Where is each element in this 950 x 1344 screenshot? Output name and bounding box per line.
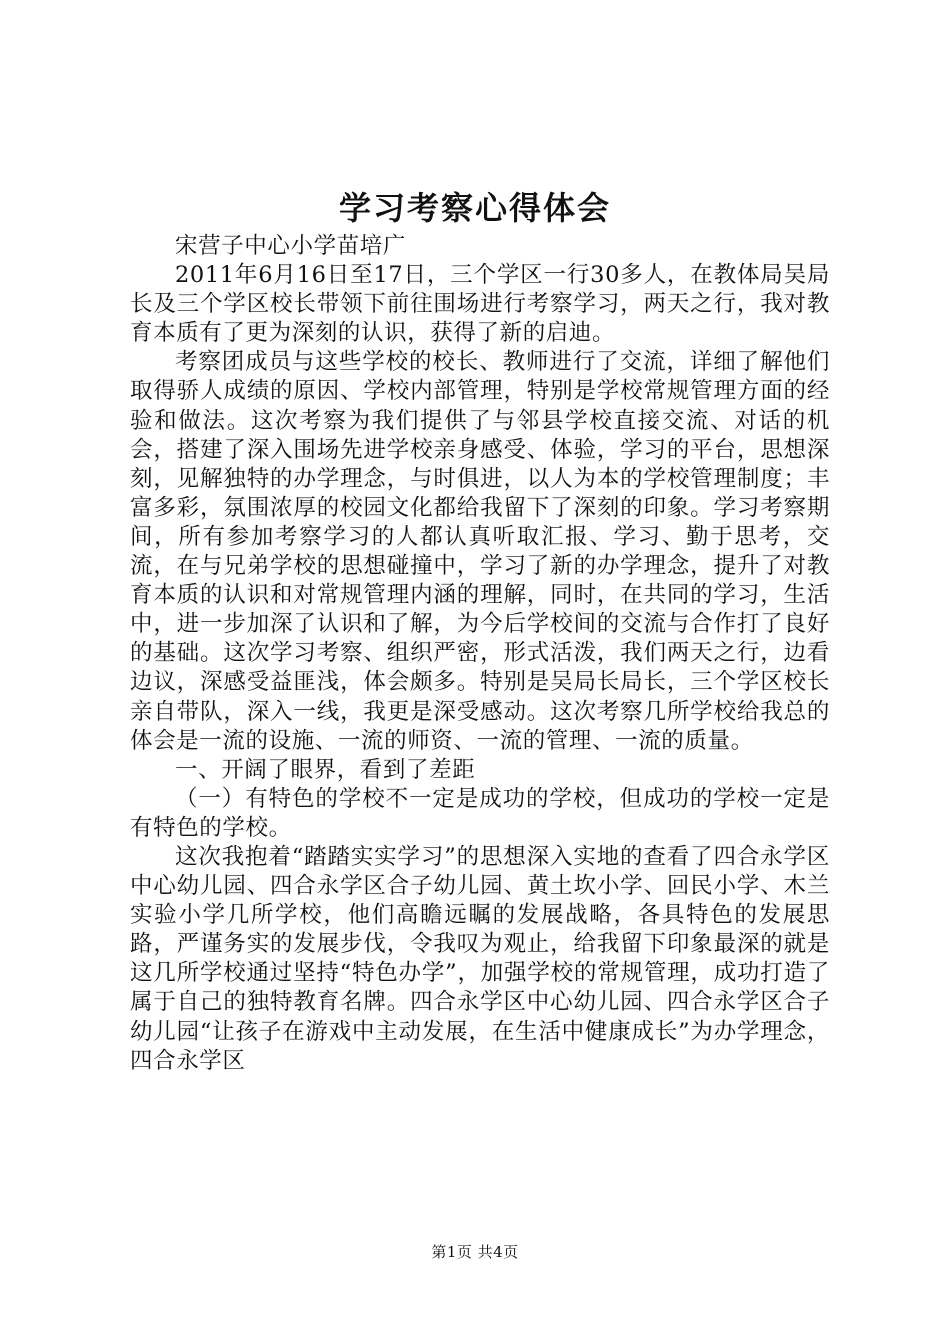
- paragraph: 考察团成员与这些学校的校长、教师进行了交流，详细了解他们取得骄人成绩的原因、学校内部管理，特别是学校常规管理方面的经验和做法。这次考察为我们提供了与邻县学校直接交流、对话的机会，搭建了深入围场先进学校亲身感受、体验，学习的平台，思想深刻，见解独特的办学理念，与时俱进，以人为本的学校管理制度；丰富多彩，氛围浓厚的校园文化都给我留下了深刻的印象。学习考察期间，所有参加考察学习的人都认真听取汇报、学习、勤于思考，交流，在与兄弟学校的思想碰撞中，学习了新的办学理念，提升了对教育本质的认识和对常规管理内涵的理解，同时，在共同的学习，生活中，进一步加深了认识和了解，为今后学校间的交流与合作打了良好的基础。这次学习考察、组织严密，形式活泼，我们两天之行，边看边议，深感受益匪浅，体会颇多。特别是吴局长局长，三个学区校长亲自带队，深入一线，我更是深受感动。这次考察几所学校给我总的体会是一流的设施、一流的师资、一流的管理、一流的质量。: [130, 349, 830, 754]
- page-number: 第1页: [431, 1243, 473, 1261]
- subsection-heading: （一）有特色的学校不一定是成功的学校，但成功的学校一定是有特色的学校。: [130, 785, 830, 841]
- section-heading: 一、开阔了眼界，看到了差距: [175, 756, 476, 783]
- author-line: 宋营子中心小学苗培广: [175, 233, 407, 259]
- paragraph: 2011年6月16日至17日，三个学区一行30多人，在教体局吴局长及三个学区校长带领下前往围场进行考察学习，两天之行，我对教育本质有了更为深刻的认识，获得了新的启迪。: [130, 262, 830, 347]
- page-footer: [0, 1242, 950, 1262]
- document-body: [130, 232, 830, 1076]
- document-title: 学习考察心得体会: [338, 189, 611, 227]
- paragraph: 这次我抱着“踏踏实实学习”的思想深入实地的查看了四合永学区中心幼儿园、四合永学区合子幼儿园、黄土坎小学、回民小学、木兰实验小学几所学校，他们高瞻远瞩的发展战略，各具特色的发展思路，严谨务实的发展步伐，令我叹为观止，给我留下印象最深的就是这几所学校通过坚持“特色办学”，加强学校的常规管理，成功打造了属于自己的独特教育名牌。四合永学区中心幼儿园、四合永学区合子幼儿园“让孩子在游戏中主动发展，在生活中健康成长”为办学理念，四合永学区: [130, 843, 830, 1074]
- page-total: 共4页: [477, 1243, 519, 1261]
